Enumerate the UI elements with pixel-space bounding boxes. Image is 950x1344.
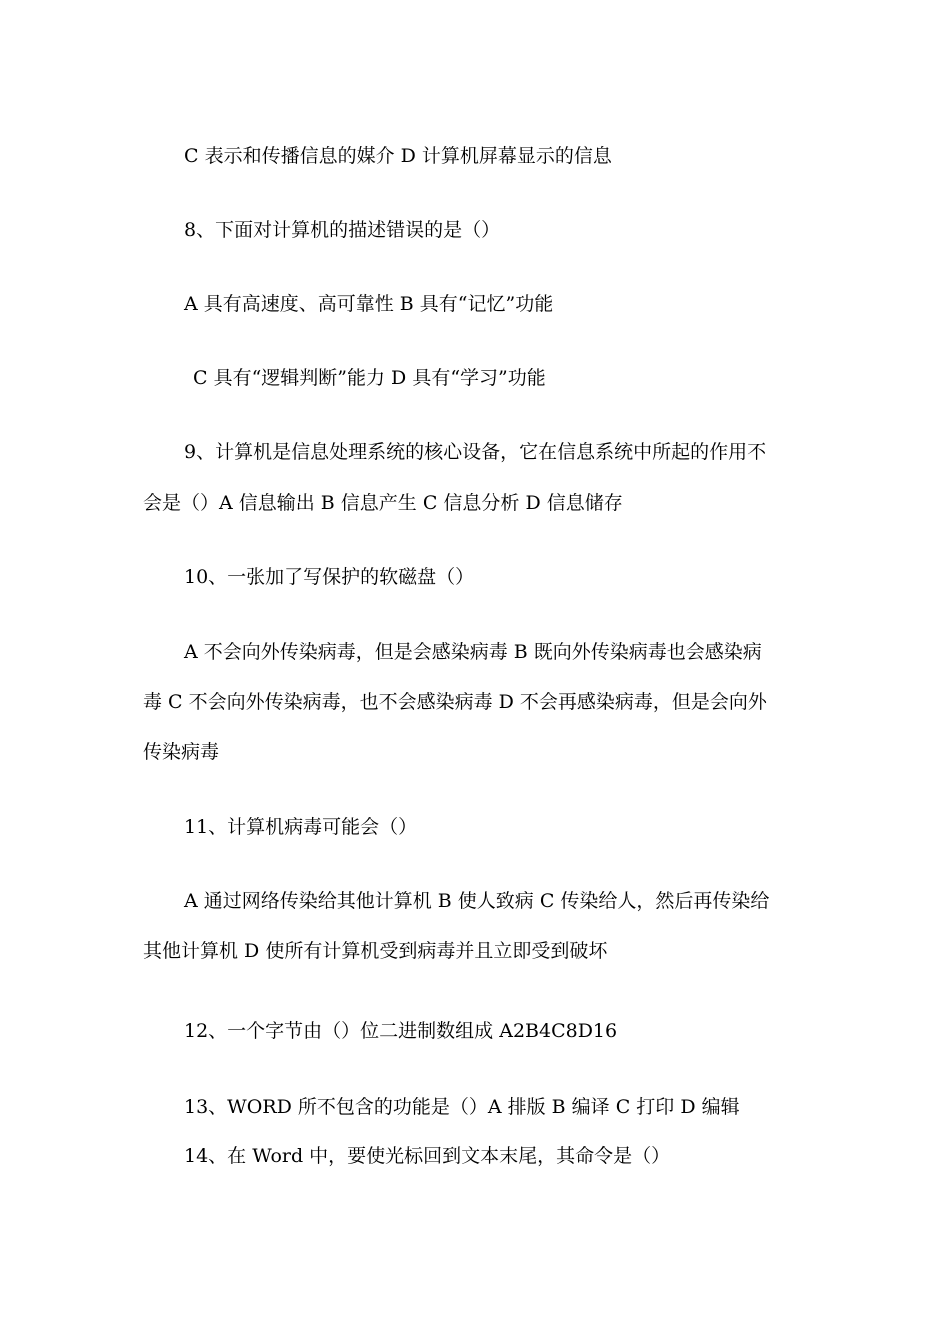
text-line: A 通过网络传染给其他计算机 B 使人致病 C 传染给人，然后再传染给 bbox=[184, 890, 770, 912]
question-11: 11、计算机病毒可能会（） bbox=[184, 816, 418, 838]
question-8: 8、下面对计算机的描述错误的是（） bbox=[184, 219, 501, 241]
question-14: 14、在 Word 中，要使光标回到文本末尾，其命令是（） bbox=[184, 1145, 671, 1167]
text-line: 传染病毒 bbox=[143, 741, 220, 763]
text-line: C 表示和传播信息的媒介 D 计算机屏幕显示的信息 bbox=[184, 145, 612, 167]
text-line: A 具有高速度、高可靠性 B 具有“记忆”功能 bbox=[184, 293, 554, 315]
text-line: A 不会向外传染病毒，但是会感染病毒 B 既向外传染病毒也会感染病 bbox=[184, 641, 762, 663]
text-line: 其他计算机 D 使所有计算机受到病毒并且立即受到破坏 bbox=[143, 940, 608, 962]
text-line: 会是（）A 信息输出 B 信息产生 C 信息分析 D 信息储存 bbox=[143, 492, 623, 514]
question-10: 10、一张加了写保护的软磁盘（） bbox=[184, 566, 475, 588]
question-13: 13、WORD 所不包含的功能是（）A 排版 B 编译 C 打印 D 编辑 bbox=[184, 1096, 740, 1118]
question-9: 9、计算机是信息处理系统的核心设备，它在信息系统中所起的作用不 bbox=[184, 441, 767, 463]
question-12: 12、一个字节由（）位二进制数组成 A2B4C8D16 bbox=[184, 1020, 618, 1042]
text-line: C 具有“逻辑判断”能力 D 具有“学习”功能 bbox=[193, 367, 546, 389]
text-line: 毒 C 不会向外传染病毒，也不会感染病毒 D 不会再感染病毒，但是会向外 bbox=[143, 691, 767, 713]
